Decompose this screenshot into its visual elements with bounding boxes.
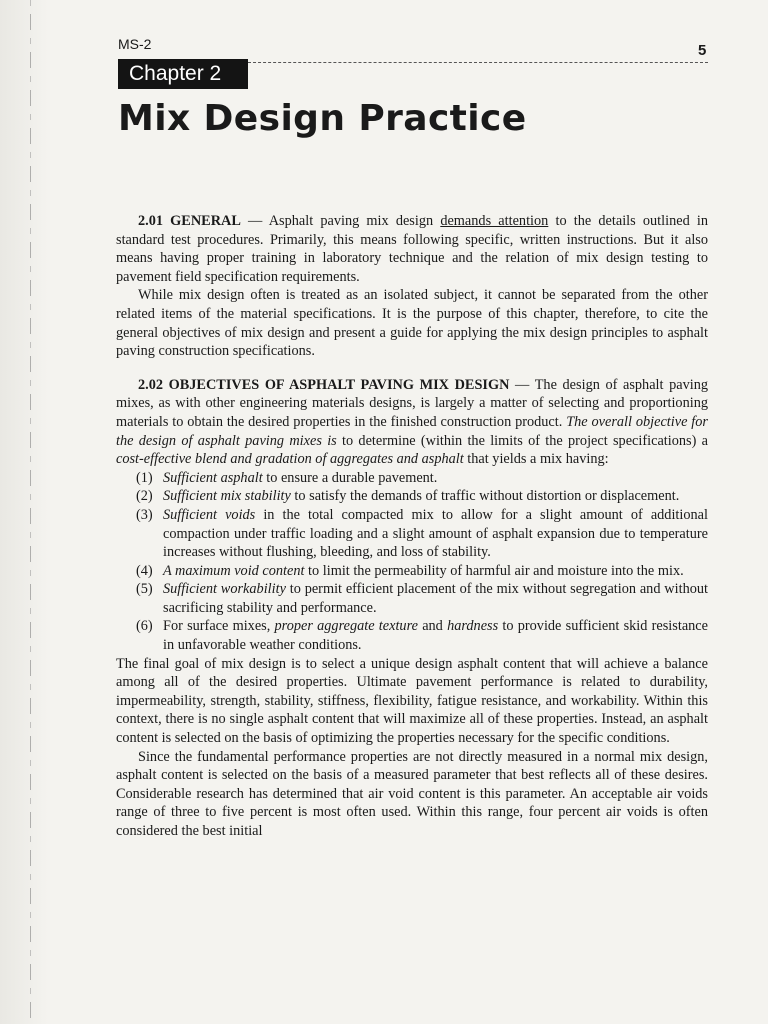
list-item: (1) Sufficient asphalt to ensure a durable pavement.: [136, 469, 438, 486]
paragraph-general-2: While mix design often is treated as an isolated subject, it cannot be separated from the other related items of the material specifications. It is the purpose of this chapter, therefore, to cite the general objectives of mix design and present a guide for applying the mix design principles to asphalt paving construction specifications.: [116, 287, 708, 360]
list-item: (2) Sufficient mix stability to satisfy the demands of traffic without distortion or displacement.: [136, 488, 680, 505]
page-number: 5: [698, 42, 707, 59]
scan-margin: [0, 0, 48, 1024]
paragraph-air-voids: Since the fundamental performance properties are not directly measured in a normal mix design, asphalt content is selected on the basis of a measured parameter that best reflects all of these desires. Considerable research has determined that air void content is this parameter. An acceptable air voids range of three to five percent is most often used. Within this range, four percent air voids is often considered the best initial: [116, 748, 708, 839]
chapter-label: Chapter 2: [118, 59, 248, 89]
section-heading-2-02: 2.02 OBJECTIVES OF ASPHALT PAVING MIX DESIGN: [138, 376, 510, 393]
binding-edge: [30, 0, 31, 1024]
page-title: Mix Design Practice: [118, 98, 527, 139]
list-item: (6) For surface mixes, proper aggregate texture and hardness to provide sufficient skid resistance in unfavorable weather conditions.: [136, 618, 709, 654]
underlined-phrase: demands attention: [440, 213, 549, 229]
paragraph-final-goal: The final goal of mix design is to select a unique design asphalt content that will achieve a balance among all of the desired properties. Ultimate pavement performance is related to durability, impermeability, strength, stability, stiffness, flexibility, fatigue resistance, and workability. Within this context, there is no single asphalt content that will maximize all of these properties. Instead, an asphalt content is selected on the basis of optimizing the properties necessary for the specific conditions.: [116, 655, 708, 747]
objectives-list: [116, 469, 708, 655]
list-item: (5) Sufficient workability to permit efficient placement of the mix without segregation and without sacrificing stability and performance.: [136, 581, 708, 616]
list-item: (4) A maximum void content to limit the permeability of harmful air and moisture into the mix.: [136, 562, 684, 579]
header-rule: [248, 62, 708, 63]
document-code: MS-2: [118, 36, 152, 52]
paragraph-general-1: 2.01 GENERAL — Asphalt paving mix design demands attention to the details outlined in standard test procedures. Primarily, this means following specific, written instructions. But it also means having proper training in laboratory technique and the relation of mix design testing to pavement field specification requirements.: [116, 213, 708, 285]
paragraph-objectives-intro: 2.02 OBJECTIVES OF ASPHALT PAVING MIX DESIGN — The design of asphalt paving mixes, as with other engineering materials designs, is largely a matter of selecting and proportioning materials to obtain the desired properties in the finished construction product. The overall objective for the design of asphalt paving mixes is to determine (within the limits of the project specifications) a cost-effective blend and gradation of aggregates and asphalt that yields a mix having:: [116, 376, 709, 468]
section-heading-2-01: 2.01 GENERAL: [138, 213, 241, 229]
body-text: [116, 212, 708, 841]
list-item: (3) Sufficient voids in the total compacted mix to allow for a slight amount of additional compaction under traffic loading and a slight amount of asphalt expansion due to temperature increases without flushing, bleeding, and loss of stability.: [136, 506, 708, 561]
